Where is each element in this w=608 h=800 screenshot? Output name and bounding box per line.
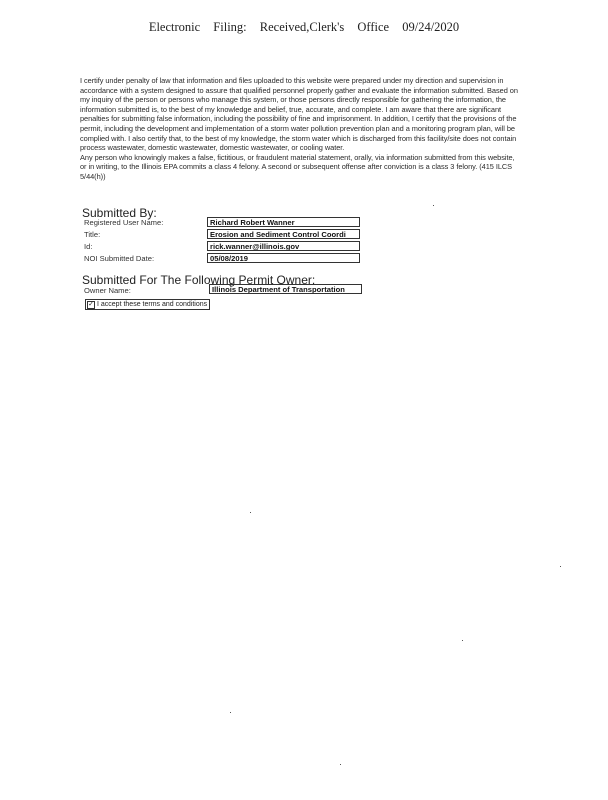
noi-submitted-date-label: NOI Submitted Date: [84, 254, 155, 263]
accept-terms-checkbox[interactable] [85, 299, 210, 310]
submitted-by-title: Submitted By: [82, 206, 157, 220]
scan-speck [462, 640, 463, 641]
scan-speck [340, 764, 341, 765]
felony-warning-paragraph: Any person who knowingly makes a false, fictitious, or fraudulent material statement, orally, via information submitted from this website, or in writing, to the Illinois EPA commits a class 4 felony. A second or subsequent offense after conviction is a class 3 felony. (415 ILCS 5/44(h)) [80, 152, 515, 181]
filing-stamp-header: Electronic Filing: Received,Clerk's Office 09/24/2020 [148, 20, 460, 34]
certification-statement [80, 76, 520, 182]
title-field: Erosion and Sediment Control Coordi [207, 229, 360, 239]
scan-speck [230, 712, 231, 713]
scan-speck [250, 512, 251, 513]
scan-speck [560, 566, 561, 567]
noi-submitted-date-field: 05/08/2019 [207, 253, 360, 263]
owner-name-label: Owner Name: [84, 286, 131, 295]
owner-name-field: Illinois Department of Transportation [209, 284, 362, 294]
accept-terms-label: I accept these terms and conditions [97, 300, 208, 308]
id-field: rick.wanner@illinois.gov [207, 241, 360, 251]
permit-owner-title: Submitted For The Following Permit Owner: [82, 273, 316, 287]
title-label: Title: [84, 230, 101, 239]
registered-user-name-label: Registered User Name: [84, 218, 164, 227]
scan-speck [433, 205, 434, 206]
certification-paragraph: I certify under penalty of law that information and files uploaded to this website were prepared under my direction and supervision in accordance with a system designed to assure that qualified personnel properly gather and evaluate the information submitted. Based on my inquiry of the person or persons who manage this system, or those persons directly responsible for gathering the information, the information submitted is, to the best of my knowledge and belief, true, accurate, and complete. I am aware that there are significant penalties for submitting false information, including the possibility of fine and imprisonment. In addition, I certify that the provisions of the permit, including the development and implementation of a storm water pollution prevention plan and a monitoring program plan, will be complied with. I also certify that, to the best of my knowledge, the storm water which is discharged from this facility/site does not contain process wastewater, domestic wastewater, domestic wastewater, or cooling water. [80, 76, 518, 153]
registered-user-name-field: Richard Robert Wanner [207, 217, 360, 227]
id-label: Id: [84, 242, 93, 251]
checkmark-icon: ✓ [88, 300, 94, 308]
